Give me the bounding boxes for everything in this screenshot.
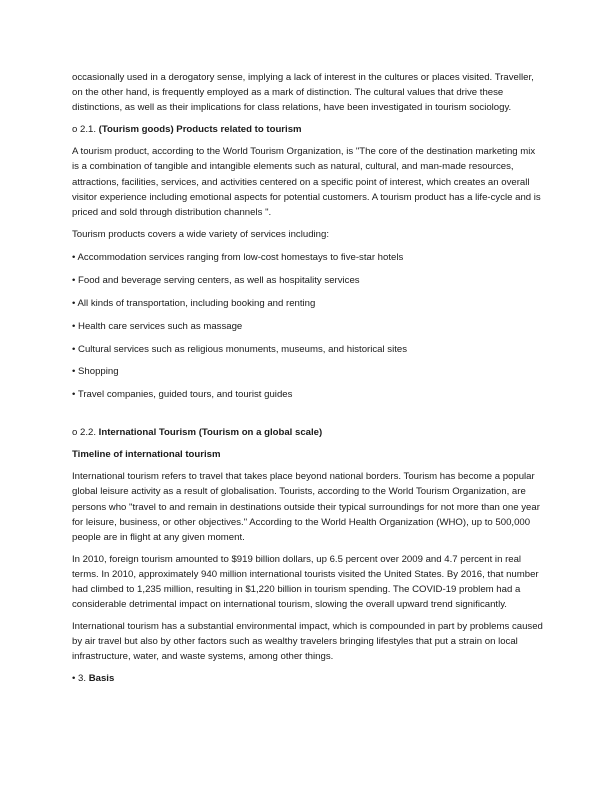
timeline-subheading: Timeline of international tourism [72,449,221,461]
section-3-prefix: • 3. [72,673,89,685]
list-item: • Cultural services such as religious monuments, museums, and historical sites [72,343,408,355]
list-intro: Tourism products covers a wide variety of services including: [72,228,330,240]
section-2-1-prefix: o 2.1. [72,124,99,136]
list-item: • Accommodation services ranging from low-cost homestays to five-star hotels [72,251,404,263]
intro-paragraph: occasionally used in a derogatory sense, implying a lack of interest in the cultures or places visited. Traveller, on the other hand, is frequently employed as a mark of distinction. The cultural values that drive these distinctions, as well as their implications for class relations, have been investigated in tourism sociology. [72,72,534,114]
environment-paragraph: International tourism has a substantial environmental impact, which is compounded in part by problems caused by air travel but also by other factors such as wealthy travelers bringing lifestyles that put a strain on local infrastructure, water, and waste systems, among other things. [72,621,543,663]
section-3-title: Basis [88,673,115,685]
section-2-1-title: (Tourism goods) Products related to tourism [98,124,302,136]
section-2-2-title: International Tourism (Tourism on a global scale) [98,427,323,439]
services-list [72,250,544,402]
list-item: • Shopping [72,366,119,378]
international-tourism-paragraph: International tourism refers to travel that takes place beyond national borders. Tourism has become a popular global leisure activity as a result of globalisation. Tourists, according to the World Tourism Organization, are persons who "travel to and remain in destinations outside their typical surroundings for not more than one year for leisure, business, or other objectives." According to the World Health Organization (WHO), up to 500,000 people are in flight at any given moment. [72,471,540,543]
section-2-2-heading [72,425,544,440]
list-item: • Health care services such as massage [72,320,243,332]
section-3-heading [72,671,544,686]
list-item: • Food and beverage serving centers, as well as hospitality services [72,274,360,286]
list-item: • All kinds of transportation, including booking and renting [72,297,316,309]
section-2-1-heading [72,122,544,137]
statistics-paragraph: In 2010, foreign tourism amounted to $919 billion dollars, up 6.5 percent over 2009 and 4.7 percent in real terms. In 2010, approximately 940 million international tourists visited the United States. By 2016, that number had climbed to 1,235 million, resulting in $1,220 billion in tourism spending. The COVID-19 problem had a considerable detrimental impact on international tourism, slowing the overall upward trend significantly. [72,553,539,611]
tourism-product-paragraph: A tourism product, according to the World Tourism Organization, is "The core of the destination marketing mix is a combination of tangible and intangible elements such as natural, cultural, and man-made resources, attractions, facilities, services, and activities centered on a specific point of interest, which creates an overall visitor experience including emotional aspects for potential customers. A tourism product has a life-cycle and is priced and sold through distribution channels ". [72,146,541,218]
spacer [72,410,544,425]
list-item: • Travel companies, guided tours, and tourist guides [72,389,293,401]
section-2-2-prefix: o 2.2. [72,427,99,439]
document-page [72,70,544,694]
